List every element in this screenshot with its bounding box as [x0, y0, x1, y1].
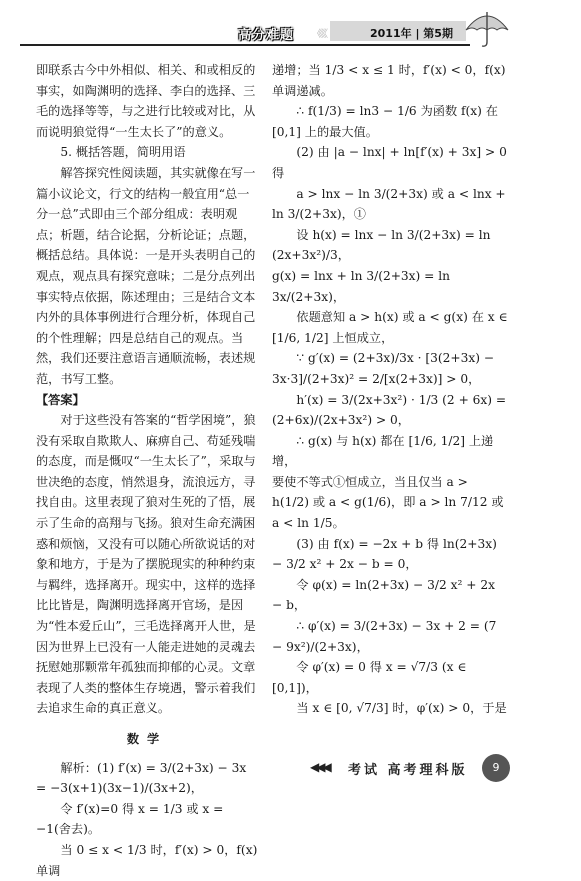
right-column [272, 60, 508, 719]
math-line: 令 f′(x)=0 得 x = 1/3 或 x = −1(舍去)。 [36, 801, 224, 837]
footer-arrows-decoration: ◀◀◀ [310, 760, 329, 774]
answer-label: 【答案】 [36, 392, 85, 407]
math-line: 依题意知 a > h(x) 或 a < g(x) 在 x ∈ [1/6, 1/2] 上恒成立， [272, 310, 508, 345]
paragraph: 解答探究性阅读题，其实就像在写一篇小议论文，行文的结构一般宜用“总一分一总”式即由三个部分组成：表明观点；析题，结合论据，分析论证；点题，概括总结。具体说：一是开头表明自己的观点，观点具有探究意味；二是分点列出事实特点依据，陈述理由；三是结合文本内外的具体事例进行合理分析，体现自己的个性理解；四是总结自己的观点。当然，我们还要注意语言通顺流畅，表述规范，书写工整。 [36, 165, 256, 386]
column-title: 高分难题 [238, 28, 295, 43]
math-line: 解析：(1) f′(x) = 3/(2+3x) − 3x = −3(x+1)(3x−1)/(3x+2)， [36, 760, 247, 796]
math-line: 递增；当 1/3 < x ≤ 1 时，f′(x) < 0，f(x) 单调递减。 [272, 63, 506, 98]
math-line: g(x) = lnx + ln 3/(2+3x) = ln 3x/(2+3x)， [272, 268, 451, 304]
math-line: 当 0 ≤ x < 1/3 时，f′(x) > 0，f(x) 单调 [36, 842, 258, 878]
math-line: ∴ φ′(x) = 3/(2+3x) − 3x + 2 = (7 − 9x²)/(2+3x)， [272, 619, 497, 654]
page-header [0, 0, 581, 48]
math-line: h′(x) = 3/(2x+3x²) · 1/3 (2 + 6x) = (2+6x)/(2x+3x²) > 0， [272, 392, 507, 428]
header-rule [20, 44, 470, 46]
math-line: ∴ f(1/3) = ln3 − 1/6 为函数 f(x) 在 [0,1] 上的最大值。 [272, 104, 498, 139]
magazine-name: 考试 高考理科版 [348, 763, 468, 778]
left-column [36, 60, 258, 881]
math-line: (2) 由 |a − lnx| + ln[f′(x) + 3x] > 0 得 [272, 145, 507, 180]
answer-paragraph: 对于这些没有答案的“哲学困境”，狼没有采取自欺欺人、麻痹自己、苟延残喘的态度，而是慨叹“一生太长了”，采取与世决绝的态度，悄然退身，流浪远方，寻找自由。这里表现了狼对生死的了悟，展示了生命的高翔与飞扬。狼对生命充满困惑和烦恼，又没有可以随心所欲说话的对象和地方，于是为了摆脱现实的种种约束与羁绊，选择离开。现实中，这样的选择比比皆是，陶渊明选择离开官场，是因为“性本爱丘山”，三毛选择离开人世，是因为世界上已没有一人能走进她的灵魂去抚慰她那颗常年孤独而抑郁的心灵。文章表现了人类的整体生存境遇，警示着我们去追求生命的真正意义。 [36, 413, 256, 716]
math-line: ∵ g′(x) = (2+3x)/3x · [3(2+3x) − 3x·3]/(2+3x)² = 2/[x(2+3x)] > 0， [272, 351, 495, 386]
issue-label: 2011年 | 第5期 [370, 27, 453, 40]
math-line: a > lnx − ln 3/(2+3x) 或 a < lnx + ln 3/(2+3x)，① [272, 186, 506, 222]
math-line: 当 x ∈ [0, √7/3] 时，φ′(x) > 0，于是 [296, 701, 507, 716]
page-footer [290, 754, 520, 784]
umbrella-icon [462, 8, 512, 50]
math-line: 令 φ(x) = ln(2+3x) − 3/2 x² + 2x − b， [272, 577, 495, 613]
math-line: (3) 由 f(x) = −2x + b 得 ln(2+3x) − 3/2 x² + 2x − b = 0， [272, 536, 497, 572]
paragraph: 即联系古今中外相似、相关、和或相反的事实，如陶渊明的选择、李白的选择、三毛的选择等等，与之进行比较或对比，从而说明狼觉得“一生太长了”的意义。 [36, 63, 256, 139]
math-line: 要使不等式①恒成立，当且仅当 a > h(1/2) 或 a < g(1/6)，即 a > ln 7/12 或 a < ln 1/5。 [272, 474, 504, 531]
math-line: ∴ g(x) 与 h(x) 都在 [1/6, 1/2] 上递增， [272, 433, 494, 469]
section-heading: 5. 概括答题，简明用语 [60, 145, 186, 160]
subject-heading: 数学 [126, 732, 168, 746]
math-line: 令 φ′(x) = 0 得 x = √7/3 (x ∈ [0,1])， [272, 660, 467, 695]
math-line: 设 h(x) = lnx − ln 3/(2+3x) = ln (2x+3x²)/3， [272, 227, 491, 263]
header-arrows-decoration: 《《《 [312, 29, 326, 40]
page-number: 9 [482, 754, 510, 782]
